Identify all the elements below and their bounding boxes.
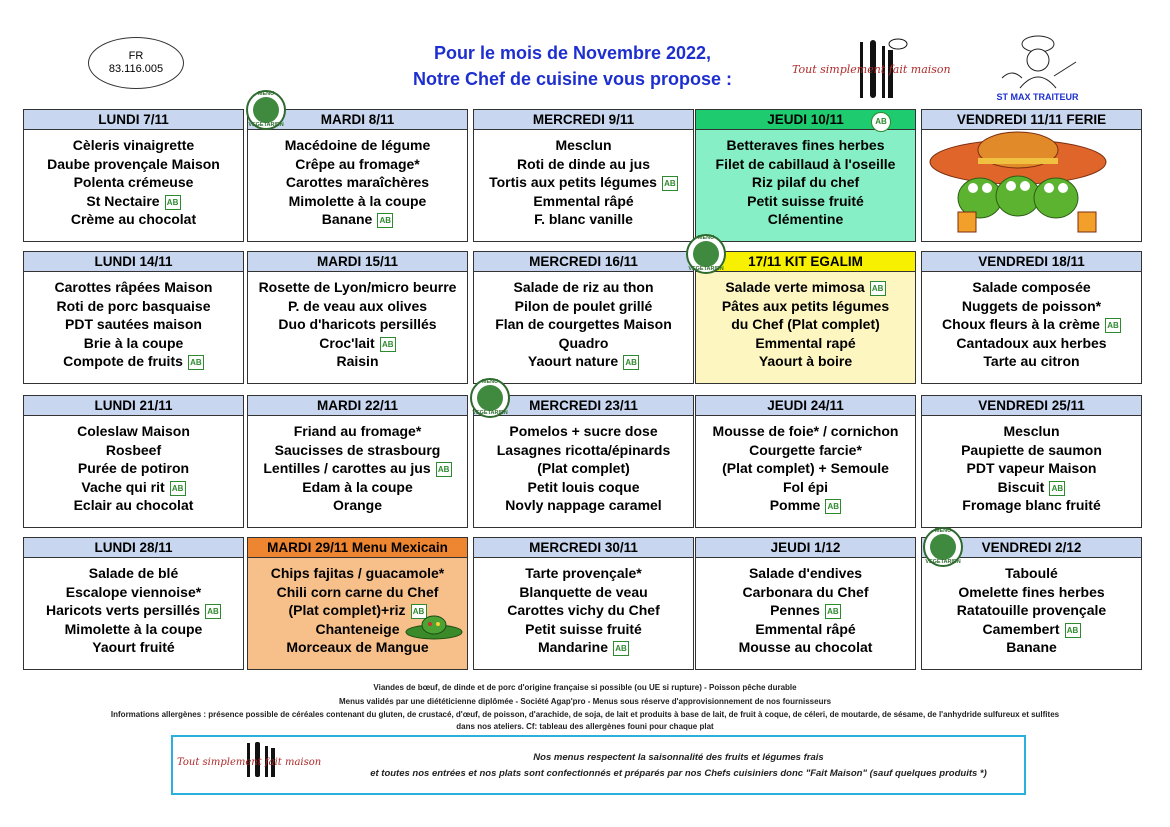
dish-name: Edam à la coupe: [302, 478, 413, 495]
dish-name: Daube provençale Maison: [47, 155, 220, 172]
dish-name: Pilon de poulet grillé: [514, 297, 653, 314]
dish-name: Saucisses de strasbourg: [274, 441, 441, 458]
dish-list: [922, 272, 1141, 371]
footer-notice-box: [171, 735, 1026, 795]
organic-bio-icon: AB: [662, 176, 678, 191]
dish-name: Coleslaw Maison: [77, 423, 190, 439]
vegetarian-menu-icon: MENU VEGETARIEN: [246, 90, 286, 130]
dish-item: [696, 601, 915, 620]
organic-bio-icon: AB: [623, 355, 639, 370]
dish-name: Vache qui rit: [81, 478, 165, 495]
dish-name: Mimolette à la coupe: [64, 620, 203, 637]
dish-item: [474, 601, 693, 620]
dish-name: Croc'lait: [319, 334, 375, 351]
dish-name: Riz pilaf du chef: [751, 174, 860, 191]
dish-item: [696, 136, 915, 155]
dish-name: Banane: [321, 211, 373, 228]
fait-maison-text: Tout simplement fait maison: [792, 63, 951, 76]
dish-item: [922, 352, 1141, 371]
chef-icon: [990, 32, 1085, 90]
footer-seasonality: Nos menus respectent la saisonnalité des fruits et légumes frais: [533, 752, 824, 763]
dish-name: Salade d'endives: [748, 565, 863, 581]
dish-name: Salade de riz au thon: [513, 279, 654, 295]
dish-name: Escalope viennoise*: [65, 583, 202, 600]
dish-item: [696, 496, 915, 515]
dish-item: [248, 155, 467, 174]
organic-bio-icon: AB: [825, 604, 841, 619]
dish-item: [474, 564, 693, 583]
dish-item: [696, 173, 915, 192]
dish-item: [922, 278, 1141, 297]
dish-name: Nuggets de poisson*: [961, 297, 1102, 314]
dish-item: [922, 459, 1141, 478]
dish-name: Cèleris vinaigrette: [72, 137, 195, 153]
dish-name: Chili corn carne du Chef: [276, 583, 439, 600]
dish-item: [24, 136, 243, 155]
dish-name: Polenta crémeuse: [73, 174, 194, 191]
footer-fait-maison-text: Tout simplement fait maison: [177, 757, 322, 768]
footer-validation: Menus validés par une diététicienne diplômée - Société Agap'pro - Menus sous réserve d'approvisionnement de nos fournisseurs: [338, 697, 832, 706]
day-cell: [247, 109, 468, 242]
dish-item: [474, 496, 693, 515]
dish-item: [922, 478, 1141, 497]
dish-name: Tarte au citron: [983, 353, 1080, 370]
dish-list: [248, 272, 467, 371]
dish-list: [474, 130, 693, 229]
day-header: JEUDI 24/11: [696, 396, 915, 416]
day-header: VENDREDI 11/11 FERIE: [922, 110, 1141, 130]
dish-name: Taboulé: [1005, 565, 1058, 581]
dish-item: [696, 352, 915, 371]
day-cell: [247, 395, 468, 528]
dish-item: [24, 334, 243, 353]
dish-item: [474, 315, 693, 334]
dish-item: [24, 192, 243, 211]
organic-bio-icon: AB: [1065, 623, 1081, 638]
dish-item: [248, 352, 467, 371]
day-header: VENDREDI 25/11: [922, 396, 1141, 416]
dish-name: Mandarine: [537, 639, 608, 656]
day-cell: [695, 251, 916, 384]
dish-list: [248, 130, 467, 229]
dish-name: Salade verte mimosa: [725, 279, 865, 295]
dish-item: [24, 496, 243, 515]
dish-name: Rosbeef: [105, 441, 162, 458]
organic-bio-icon: AB: [1105, 318, 1121, 333]
dish-list: [696, 416, 915, 515]
organic-bio-icon: AB: [613, 641, 629, 656]
dish-name: Mesclun: [1003, 423, 1060, 439]
dish-name: Raisin: [336, 353, 379, 370]
dish-list: [248, 558, 467, 657]
sombrero-frogs-image: [928, 128, 1108, 236]
dish-name: Flan de courgettes Maison: [495, 316, 672, 333]
day-header: LUNDI 7/11: [24, 110, 243, 130]
dish-item: [696, 583, 915, 602]
dish-name: Lentilles / carottes au jus: [263, 460, 431, 477]
day-header: MERCREDI 9/11: [474, 110, 693, 130]
dish-item: [248, 496, 467, 515]
dish-name: Yaourt nature: [527, 353, 619, 370]
dish-name: Carottes râpées Maison: [54, 279, 213, 295]
dish-item: [474, 210, 693, 229]
dish-item: [24, 278, 243, 297]
organic-bio-icon: AB: [825, 499, 841, 514]
dish-name: Banane: [1006, 639, 1057, 656]
dish-name: P. de veau aux olives: [287, 297, 428, 314]
dish-item: [248, 583, 467, 602]
dish-name: Clémentine: [767, 211, 844, 228]
dish-item: [696, 564, 915, 583]
dish-item: [248, 334, 467, 353]
vegetarian-menu-icon: MENU VEGETARIEN: [470, 378, 510, 418]
badge-number: 83.116.005: [108, 63, 164, 75]
dish-name: Morceaux de Mangue: [286, 639, 429, 656]
dish-list: [24, 558, 243, 657]
dish-item: [474, 334, 693, 353]
dish-name: Blanquette de veau: [519, 583, 648, 600]
dish-item: [474, 620, 693, 639]
dish-name: Mousse au chocolat: [738, 639, 873, 656]
dish-name: Betteraves fines herbes: [726, 137, 885, 153]
dish-item: [248, 136, 467, 155]
day-header: MERCREDI 30/11: [474, 538, 693, 558]
caterer-name: ST MAX TRAITEUR: [996, 92, 1079, 102]
day-cell: [23, 395, 244, 528]
fait-maison-logo: [792, 36, 951, 102]
dish-name: Purée de potiron: [77, 460, 190, 477]
dish-name: Compote de fruits: [63, 353, 183, 370]
dish-name: Carbonara du Chef: [742, 583, 869, 600]
dish-name: Cantadoux aux herbes: [956, 334, 1107, 351]
caterer-logo: [990, 32, 1085, 102]
dish-item: [248, 478, 467, 497]
organic-bio-icon: AB: [871, 112, 891, 132]
footer-allergens: Informations allergènes : présence possible de céréales contenant du gluten, de crustacé, d'œuf, de poisson, d'arachide, de soja, de lait et produits à base de lait, de fruit à coque, de céleri, de moutarde, de sésame, de l'anhydride sulfureux et sulfites: [110, 710, 1060, 719]
organic-bio-icon: AB: [377, 213, 393, 228]
footer-fait-maison-note: et toutes nos entrées et nos plats sont confectionnés et préparés par nos Chefs cuisiniers donc "Fait Maison" (sauf quelques produits *): [370, 768, 987, 779]
dish-name: Friand au fromage*: [293, 423, 422, 439]
dish-name: St Nectaire: [86, 192, 160, 209]
dish-item: [248, 422, 467, 441]
dish-item: [24, 638, 243, 657]
dish-item: [474, 583, 693, 602]
dish-name: Petit suisse fruité: [525, 620, 642, 637]
dish-list: [248, 416, 467, 515]
dish-item: [474, 638, 693, 657]
dish-item: [24, 297, 243, 316]
dish-item: [24, 620, 243, 639]
dish-item: [248, 315, 467, 334]
organic-bio-icon: AB: [1049, 481, 1065, 496]
vegetarian-menu-icon: MENU VEGETARIEN: [686, 234, 726, 274]
dish-name: Chips fajitas / guacamole*: [270, 565, 445, 581]
dish-item: [696, 210, 915, 229]
dish-name: Petit suisse fruité: [747, 192, 864, 209]
dish-name: Rosette de Lyon/micro beurre: [258, 279, 457, 295]
dish-item: [696, 315, 915, 334]
dish-name: Pâtes aux petits légumes: [721, 297, 890, 314]
dish-item: [696, 620, 915, 639]
day-header: MERCREDI 16/11: [474, 252, 693, 272]
dish-item: [922, 297, 1141, 316]
dish-name: Novly nappage caramel: [505, 497, 662, 514]
dish-item: [24, 601, 243, 620]
dish-item: [696, 334, 915, 353]
dish-item: [922, 638, 1141, 657]
dish-list: [474, 272, 693, 371]
dish-item: [248, 297, 467, 316]
dish-item: [696, 478, 915, 497]
sombrero-icon: [404, 612, 464, 642]
dish-item: [696, 155, 915, 174]
vegetarian-menu-icon: MENU VEGETARIEN: [923, 527, 963, 567]
dish-name: Eclair au chocolat: [73, 497, 194, 514]
footer-fait-maison-logo: [177, 741, 352, 781]
day-cell: [23, 251, 244, 384]
day-cell: [921, 395, 1142, 528]
dish-item: [696, 192, 915, 211]
dish-list: [24, 272, 243, 371]
dish-name: Yaourt à boire: [758, 353, 853, 370]
dish-item: [248, 278, 467, 297]
organic-bio-icon: AB: [411, 604, 427, 619]
dish-item: [922, 422, 1141, 441]
organic-bio-icon: AB: [170, 481, 186, 496]
day-header: 17/11 KIT EGALIM: [696, 252, 915, 272]
dish-name: Emmental rapé: [755, 334, 856, 351]
dish-item: [474, 352, 693, 371]
dish-name: Tarte provençale*: [525, 565, 642, 581]
dish-name: Pomme: [769, 497, 821, 514]
dish-name: Paupiette de saumon: [961, 441, 1102, 458]
dish-name: Biscuit: [997, 478, 1045, 495]
badge-country: FR: [128, 50, 144, 62]
day-header: LUNDI 21/11: [24, 396, 243, 416]
dish-item: [474, 136, 693, 155]
dish-item: [248, 564, 467, 583]
organic-bio-icon: AB: [165, 195, 181, 210]
dish-name: PDT vapeur Maison: [966, 460, 1097, 477]
dish-name: Camembert: [982, 620, 1060, 637]
dish-item: [24, 210, 243, 229]
dish-list: [24, 130, 243, 229]
dish-name: Roti de porc basquaise: [56, 297, 211, 314]
day-header: MARDI 8/11: [248, 110, 467, 130]
day-cell: [473, 251, 694, 384]
day-cell: [695, 395, 916, 528]
dish-name: Lasagnes ricotta/épinards: [496, 441, 671, 458]
dish-item: [24, 564, 243, 583]
footer-origin: Viandes de bœuf, de dinde et de porc d'origine française si possible (ou UE si rupture) - Poisson pêche durable: [373, 683, 797, 692]
day-header: LUNDI 28/11: [24, 538, 243, 558]
dish-item: [474, 192, 693, 211]
day-header: VENDREDI 18/11: [922, 252, 1141, 272]
dish-item: [922, 583, 1141, 602]
dish-name: Orange: [332, 497, 382, 514]
dish-item: [24, 173, 243, 192]
dish-item: [24, 422, 243, 441]
dish-item: [696, 297, 915, 316]
dish-item: [248, 441, 467, 460]
day-header: MARDI 29/11 Menu Mexicain: [248, 538, 467, 558]
dish-name: (Plat complet)+riz: [288, 602, 406, 619]
dish-name: Petit louis coque: [527, 478, 640, 495]
dish-item: [696, 459, 915, 478]
dish-list: [696, 130, 915, 229]
dish-name: Crêpe au fromage*: [295, 155, 420, 172]
dish-name: Salade composée: [972, 279, 1091, 295]
dish-item: [474, 155, 693, 174]
organic-bio-icon: AB: [380, 337, 396, 352]
organic-bio-icon: AB: [436, 462, 452, 477]
dish-name: Haricots verts persillés: [45, 602, 201, 619]
dish-item: [248, 192, 467, 211]
day-header: JEUDI 1/12: [696, 538, 915, 558]
dish-name: Mimolette à la coupe: [288, 192, 427, 209]
day-cell: [23, 537, 244, 670]
dish-item: [922, 564, 1141, 583]
day-header: MARDI 15/11: [248, 252, 467, 272]
dish-name: Filet de cabillaud à l'oseille: [715, 155, 896, 172]
day-header: VENDREDI 2/12: [922, 538, 1141, 558]
day-cell: [473, 537, 694, 670]
dish-name: Tortis aux petits légumes: [489, 174, 657, 191]
dish-name: Mesclun: [555, 137, 612, 153]
dish-name: Carottes maraîchères: [285, 174, 430, 191]
organic-bio-icon: AB: [188, 355, 204, 370]
dish-name: PDT sautées maison: [65, 316, 202, 333]
organic-bio-icon: AB: [870, 281, 886, 296]
dish-list: [474, 558, 693, 657]
dish-name: Pennes: [770, 602, 820, 619]
dish-item: [24, 478, 243, 497]
dish-item: [922, 334, 1141, 353]
dish-item: [248, 210, 467, 229]
dish-name: (Plat complet) + Semoule: [722, 460, 889, 477]
dish-name: Pomelos + sucre dose: [509, 423, 658, 439]
dish-list: [922, 416, 1141, 515]
day-cell: [921, 251, 1142, 384]
dish-item: [24, 155, 243, 174]
dish-item: [474, 459, 693, 478]
dish-list: [696, 272, 915, 371]
dish-name: Yaourt fruité: [92, 639, 175, 656]
dish-item: [474, 422, 693, 441]
dish-name: du Chef (Plat complet): [731, 316, 880, 333]
dish-item: [922, 601, 1141, 620]
dish-name: Roti de dinde au jus: [516, 155, 650, 172]
dish-item: [696, 278, 915, 297]
dish-name: Duo d'haricots persillés: [278, 316, 437, 333]
dish-name: Mousse de foie* / cornichon: [712, 423, 899, 439]
day-cell: [473, 109, 694, 242]
dish-item: [474, 297, 693, 316]
dish-list: [474, 416, 693, 515]
dish-name: Fromage blanc fruité: [962, 497, 1101, 514]
title-line-1: Pour le mois de Novembre 2022,: [433, 43, 712, 63]
day-header: MARDI 22/11: [248, 396, 467, 416]
dish-name: F. blanc vanille: [534, 211, 633, 228]
dish-name: Courgette farcie*: [749, 441, 862, 458]
day-cell: [695, 537, 916, 670]
dish-item: [248, 173, 467, 192]
dish-name: Salade de blé: [88, 565, 179, 581]
dish-name: Carottes vichy du Chef: [507, 602, 660, 619]
dish-item: [474, 173, 693, 192]
day-cell: [247, 251, 468, 384]
dish-item: [24, 583, 243, 602]
dish-name: Omelette fines herbes: [958, 583, 1105, 600]
dish-item: [24, 315, 243, 334]
dish-item: [474, 278, 693, 297]
dish-name: (Plat complet): [537, 460, 630, 477]
dish-item: [24, 441, 243, 460]
dish-name: Macédoine de légume: [284, 137, 431, 153]
dish-name: Quadro: [558, 334, 609, 351]
dish-item: [696, 638, 915, 657]
day-cell: [23, 109, 244, 242]
title-line-2: Notre Chef de cuisine vous propose :: [412, 69, 733, 89]
dish-name: Emmental râpé: [533, 192, 634, 209]
page-title: [380, 40, 765, 92]
day-cell: [247, 537, 468, 670]
dish-item: [24, 352, 243, 371]
footer-allergens-2: dans nos ateliers. Cf: tableau des allergènes founi pour chaque plat: [456, 722, 714, 731]
dish-item: [248, 459, 467, 478]
certification-badge: [88, 37, 184, 89]
dish-name: Emmental râpé: [755, 620, 856, 637]
dish-item: [922, 620, 1141, 639]
dish-item: [696, 441, 915, 460]
dish-name: Fol épi: [782, 478, 829, 495]
dish-name: Chanteneige: [315, 620, 400, 637]
dish-item: [24, 459, 243, 478]
dish-name: Crème au chocolat: [70, 211, 197, 228]
day-header: LUNDI 14/11: [24, 252, 243, 272]
organic-bio-icon: AB: [205, 604, 221, 619]
dish-name: Choux fleurs à la crème: [942, 316, 1100, 333]
dish-name: Brie à la coupe: [83, 334, 184, 351]
dish-list: [922, 558, 1141, 657]
dish-list: [24, 416, 243, 515]
dish-item: [474, 478, 693, 497]
dish-list: [696, 558, 915, 657]
dish-item: [474, 441, 693, 460]
day-header: JEUDI 10/11: [696, 110, 915, 130]
day-header: MERCREDI 23/11: [474, 396, 693, 416]
dish-item: [922, 441, 1141, 460]
dish-item: [922, 496, 1141, 515]
dish-item: [696, 422, 915, 441]
dish-name: Ratatouille provençale: [956, 602, 1107, 619]
dish-item: [922, 315, 1141, 334]
